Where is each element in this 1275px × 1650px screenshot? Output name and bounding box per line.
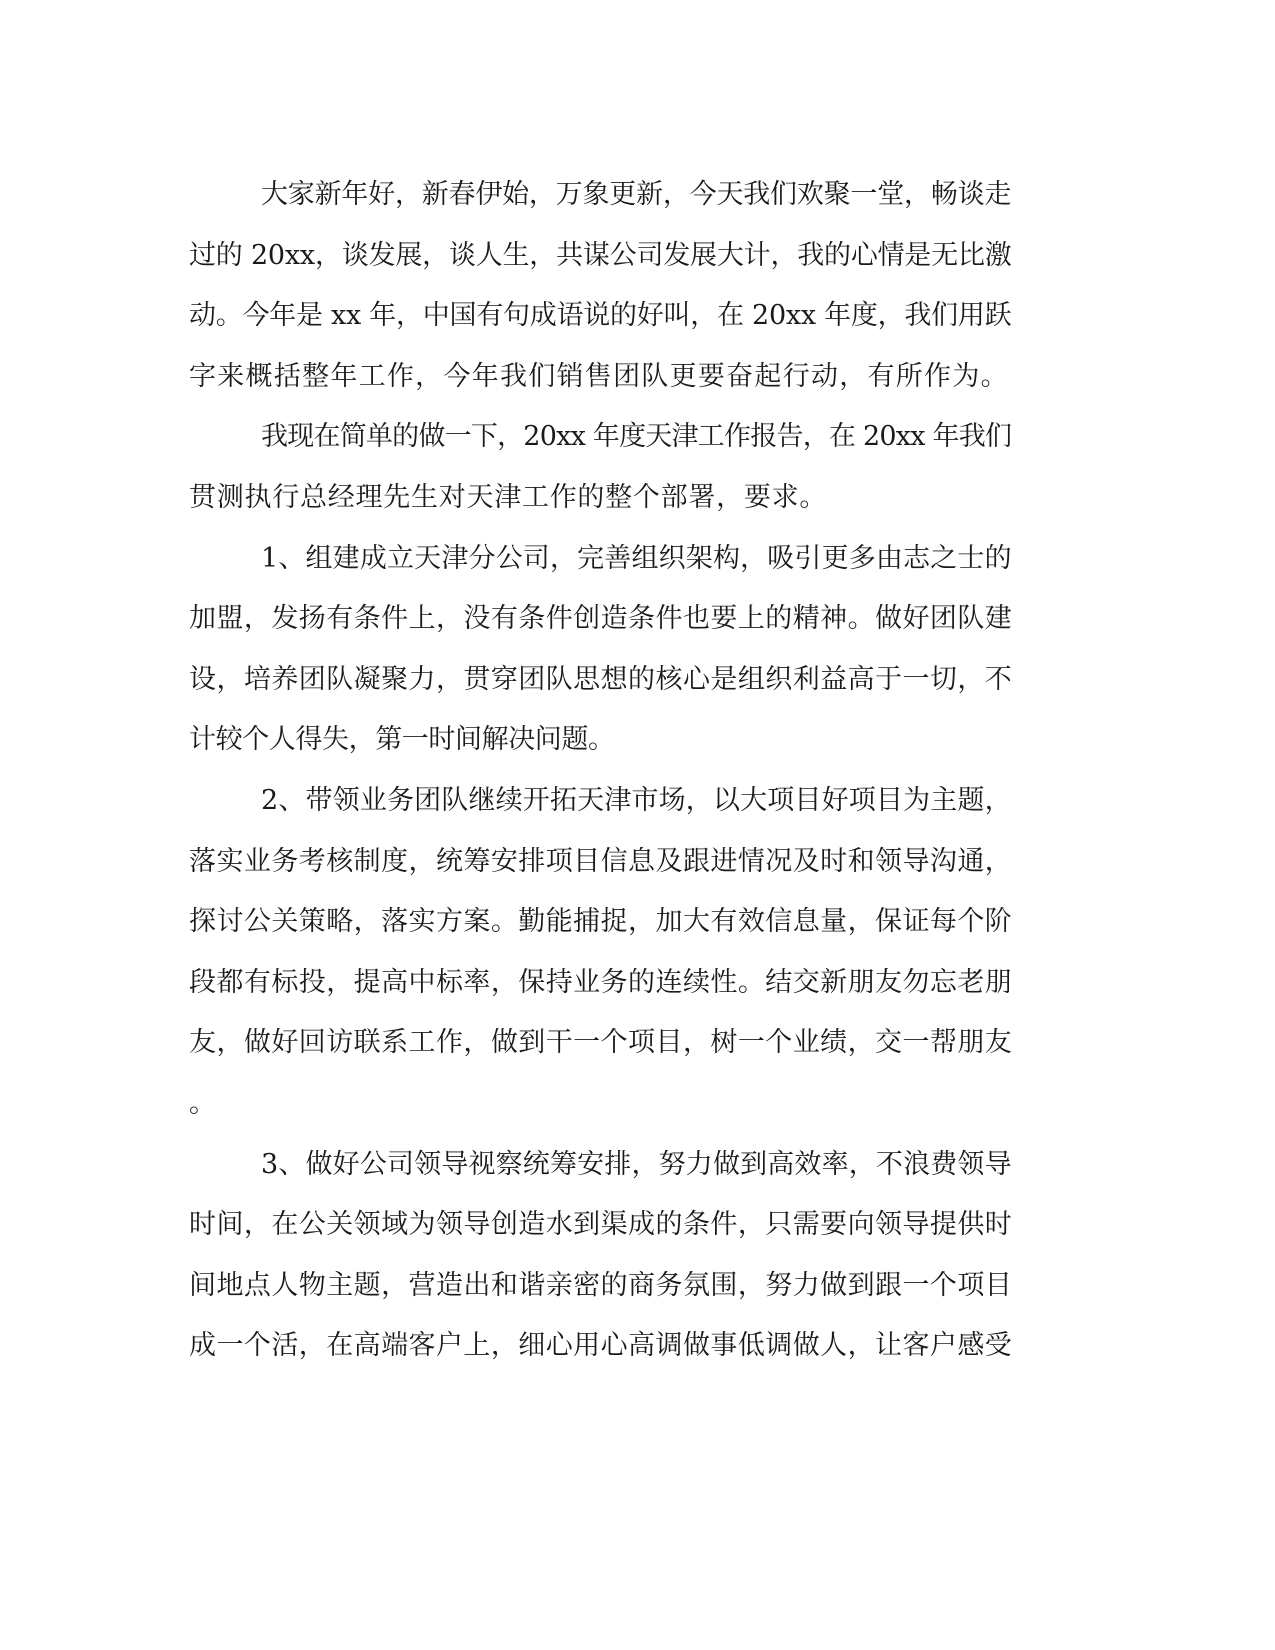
- paragraph: [189, 407, 1069, 528]
- text-line: 1、组建成立天津分公司，完善组织架构，吸引更多由志之士的: [261, 542, 1012, 574]
- paragraph: [189, 529, 1069, 771]
- text-line: 探讨公关策略，落实方案。勤能捕捉，加大有效信息量，保证每个阶: [189, 906, 1013, 938]
- text-line: 加盟，发扬有条件上，没有条件创造条件也要上的精神。做好团队建: [189, 603, 1013, 635]
- paragraph: [189, 771, 1069, 1135]
- text-line: 间地点人物主题，营造出和谐亲密的商务氛围，努力做到跟一个项目: [189, 1269, 1013, 1301]
- text-line: 时间，在公关领域为领导创造水到渠成的条件，只需要向领导提供时: [189, 1209, 1013, 1241]
- document-body: [189, 165, 1069, 1377]
- text-line: 2、带领业务团队继续开拓天津市场，以大项目好项目为主题，: [261, 784, 1012, 816]
- paragraph: [189, 1135, 1069, 1377]
- text-line: 友，做好回访联系工作，做到干一个项目，树一个业绩，交一帮朋友: [189, 1027, 1013, 1059]
- text-line: 过的 20xx，谈发展，谈人生，共谋公司发展大计，我的心情是无比激: [189, 239, 1012, 271]
- text-line: 贯测执行总经理先生对天津工作的整个部署，要求。: [189, 481, 828, 513]
- text-line: 3、做好公司领导视察统筹安排，努力做到高效率，不浪费领导: [261, 1148, 1012, 1180]
- text-line: 计较个人得失，第一时间解决问题。: [189, 724, 615, 756]
- paragraph: [189, 165, 1069, 407]
- text-line: 落实业务考核制度，统筹安排项目信息及跟进情况及时和领导沟通，: [189, 845, 1013, 877]
- text-line: 大家新年好，新春伊始，万象更新，今天我们欢聚一堂，畅谈走: [261, 179, 1012, 210]
- text-line: 设，培养团队凝聚力，贯穿团队思想的核心是组织利益高于一切，不: [189, 663, 1013, 695]
- text-line: 我现在简单的做一下，20xx 年度天津工作报告，在 20xx 年我们: [261, 421, 1012, 453]
- text-line: 成一个活，在高端客户上，细心用心高调做事低调做人，让客户感受: [189, 1330, 1013, 1362]
- text-line: 字来概括整年工作，今年我们销售团队更要奋起行动，有所作为。: [189, 360, 1009, 392]
- text-line: 动。今年是 xx 年，中国有句成语说的好叫，在 20xx 年度，我们用跃: [189, 300, 1012, 332]
- text-line: 段都有标投，提高中标率，保持业务的连续性。结交新朋友勿忘老朋: [189, 966, 1013, 998]
- text-line: 。: [189, 1087, 220, 1119]
